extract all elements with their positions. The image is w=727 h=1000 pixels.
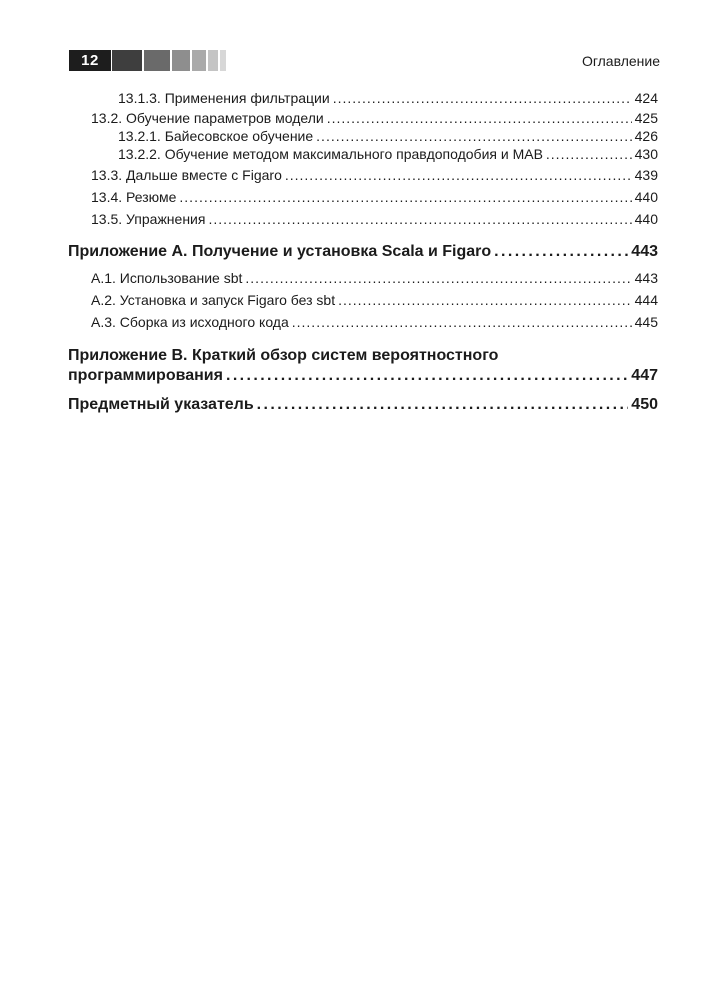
- toc-leader-dots: [245, 269, 631, 287]
- toc-entry-page: 426: [634, 128, 658, 144]
- header-gradient-bar: [144, 50, 170, 71]
- toc-entry-title: А.1. Использование sbt: [91, 270, 243, 286]
- toc-leader-dots: [546, 145, 632, 163]
- toc-entry-title: 13.4. Резюме: [91, 189, 177, 205]
- toc-leader-dots: [179, 188, 631, 206]
- toc-entry-page: 450: [631, 396, 658, 413]
- toc-leader-dots: [327, 109, 632, 127]
- toc-entry-page: 445: [634, 314, 658, 330]
- toc-leader-dots: [292, 313, 632, 331]
- toc-entry-title: А.2. Установка и запуск Figaro без sbt: [91, 292, 336, 308]
- toc-leader-dots: [494, 241, 628, 262]
- toc-entry-page: 439: [634, 167, 658, 183]
- toc-entry-page: 443: [634, 270, 658, 286]
- toc-entry[interactable]: [118, 127, 658, 145]
- toc-leader-dots: [333, 89, 632, 107]
- toc-entry-title: А.3. Сборка из исходного кода: [91, 314, 289, 330]
- header-gradient-bar: [220, 50, 226, 71]
- toc-entry-page: 444: [634, 292, 658, 308]
- section-title: Оглавление: [581, 53, 660, 69]
- toc-entry[interactable]: [91, 188, 658, 206]
- toc-entry-title: Приложение А. Получение и установка Scala и Figaro: [68, 243, 492, 260]
- toc-appendix-entry[interactable]: [68, 365, 658, 386]
- toc-entry-page: 443: [631, 243, 658, 260]
- toc-leader-dots: [257, 394, 629, 415]
- toc-entry[interactable]: [118, 145, 658, 163]
- toc-entry-page: 425: [634, 110, 658, 126]
- toc-entry-title: 13.2. Обучение параметров модели: [91, 110, 324, 126]
- header-gradient-bar: [208, 50, 218, 71]
- toc-entry-page: 447: [631, 367, 658, 384]
- toc-entry-page: 440: [634, 211, 658, 227]
- toc-entry-title: 13.5. Упражнения: [91, 211, 206, 227]
- toc-entry-title: 13.1.3. Применения фильтрации: [118, 90, 330, 106]
- toc-entry-title: 13.2.2. Обучение методом максимального правдоподобия и MAB: [118, 146, 543, 162]
- toc-entry[interactable]: [91, 210, 658, 228]
- toc-leader-dots: [338, 291, 632, 309]
- toc-entry-page: 440: [634, 189, 658, 205]
- toc-entry[interactable]: [118, 89, 658, 107]
- toc-entry[interactable]: [91, 166, 658, 184]
- toc-entry-page: 430: [634, 146, 658, 162]
- toc-leader-dots: [285, 166, 632, 184]
- toc-entry-title: программирования: [68, 367, 223, 384]
- toc-leader-dots: [208, 210, 631, 228]
- header-gradient-bar: [172, 50, 190, 71]
- toc-index-entry[interactable]: [68, 394, 658, 415]
- page-number: 12: [69, 50, 111, 71]
- toc-leader-dots: [316, 127, 631, 145]
- toc-entry-title: 13.2.1. Байесовское обучение: [118, 128, 314, 144]
- toc-entry[interactable]: [91, 109, 658, 127]
- header-gradient-bar: [192, 50, 206, 71]
- toc-entry-page: 424: [634, 90, 658, 106]
- toc-entry-title: Предметный указатель: [68, 396, 254, 413]
- toc-entry-title: 13.3. Дальше вместе с Figaro: [91, 167, 282, 183]
- toc-appendix-title-line1[interactable]: Приложение В. Краткий обзор систем вероятностного: [68, 347, 499, 364]
- toc-entry[interactable]: [91, 291, 658, 309]
- toc-appendix-entry[interactable]: [68, 241, 658, 262]
- toc-entry[interactable]: [91, 313, 658, 331]
- page-header: [0, 0, 727, 90]
- toc-leader-dots: [226, 365, 628, 386]
- header-gradient-bar: [112, 50, 142, 71]
- toc-entry[interactable]: [91, 269, 658, 287]
